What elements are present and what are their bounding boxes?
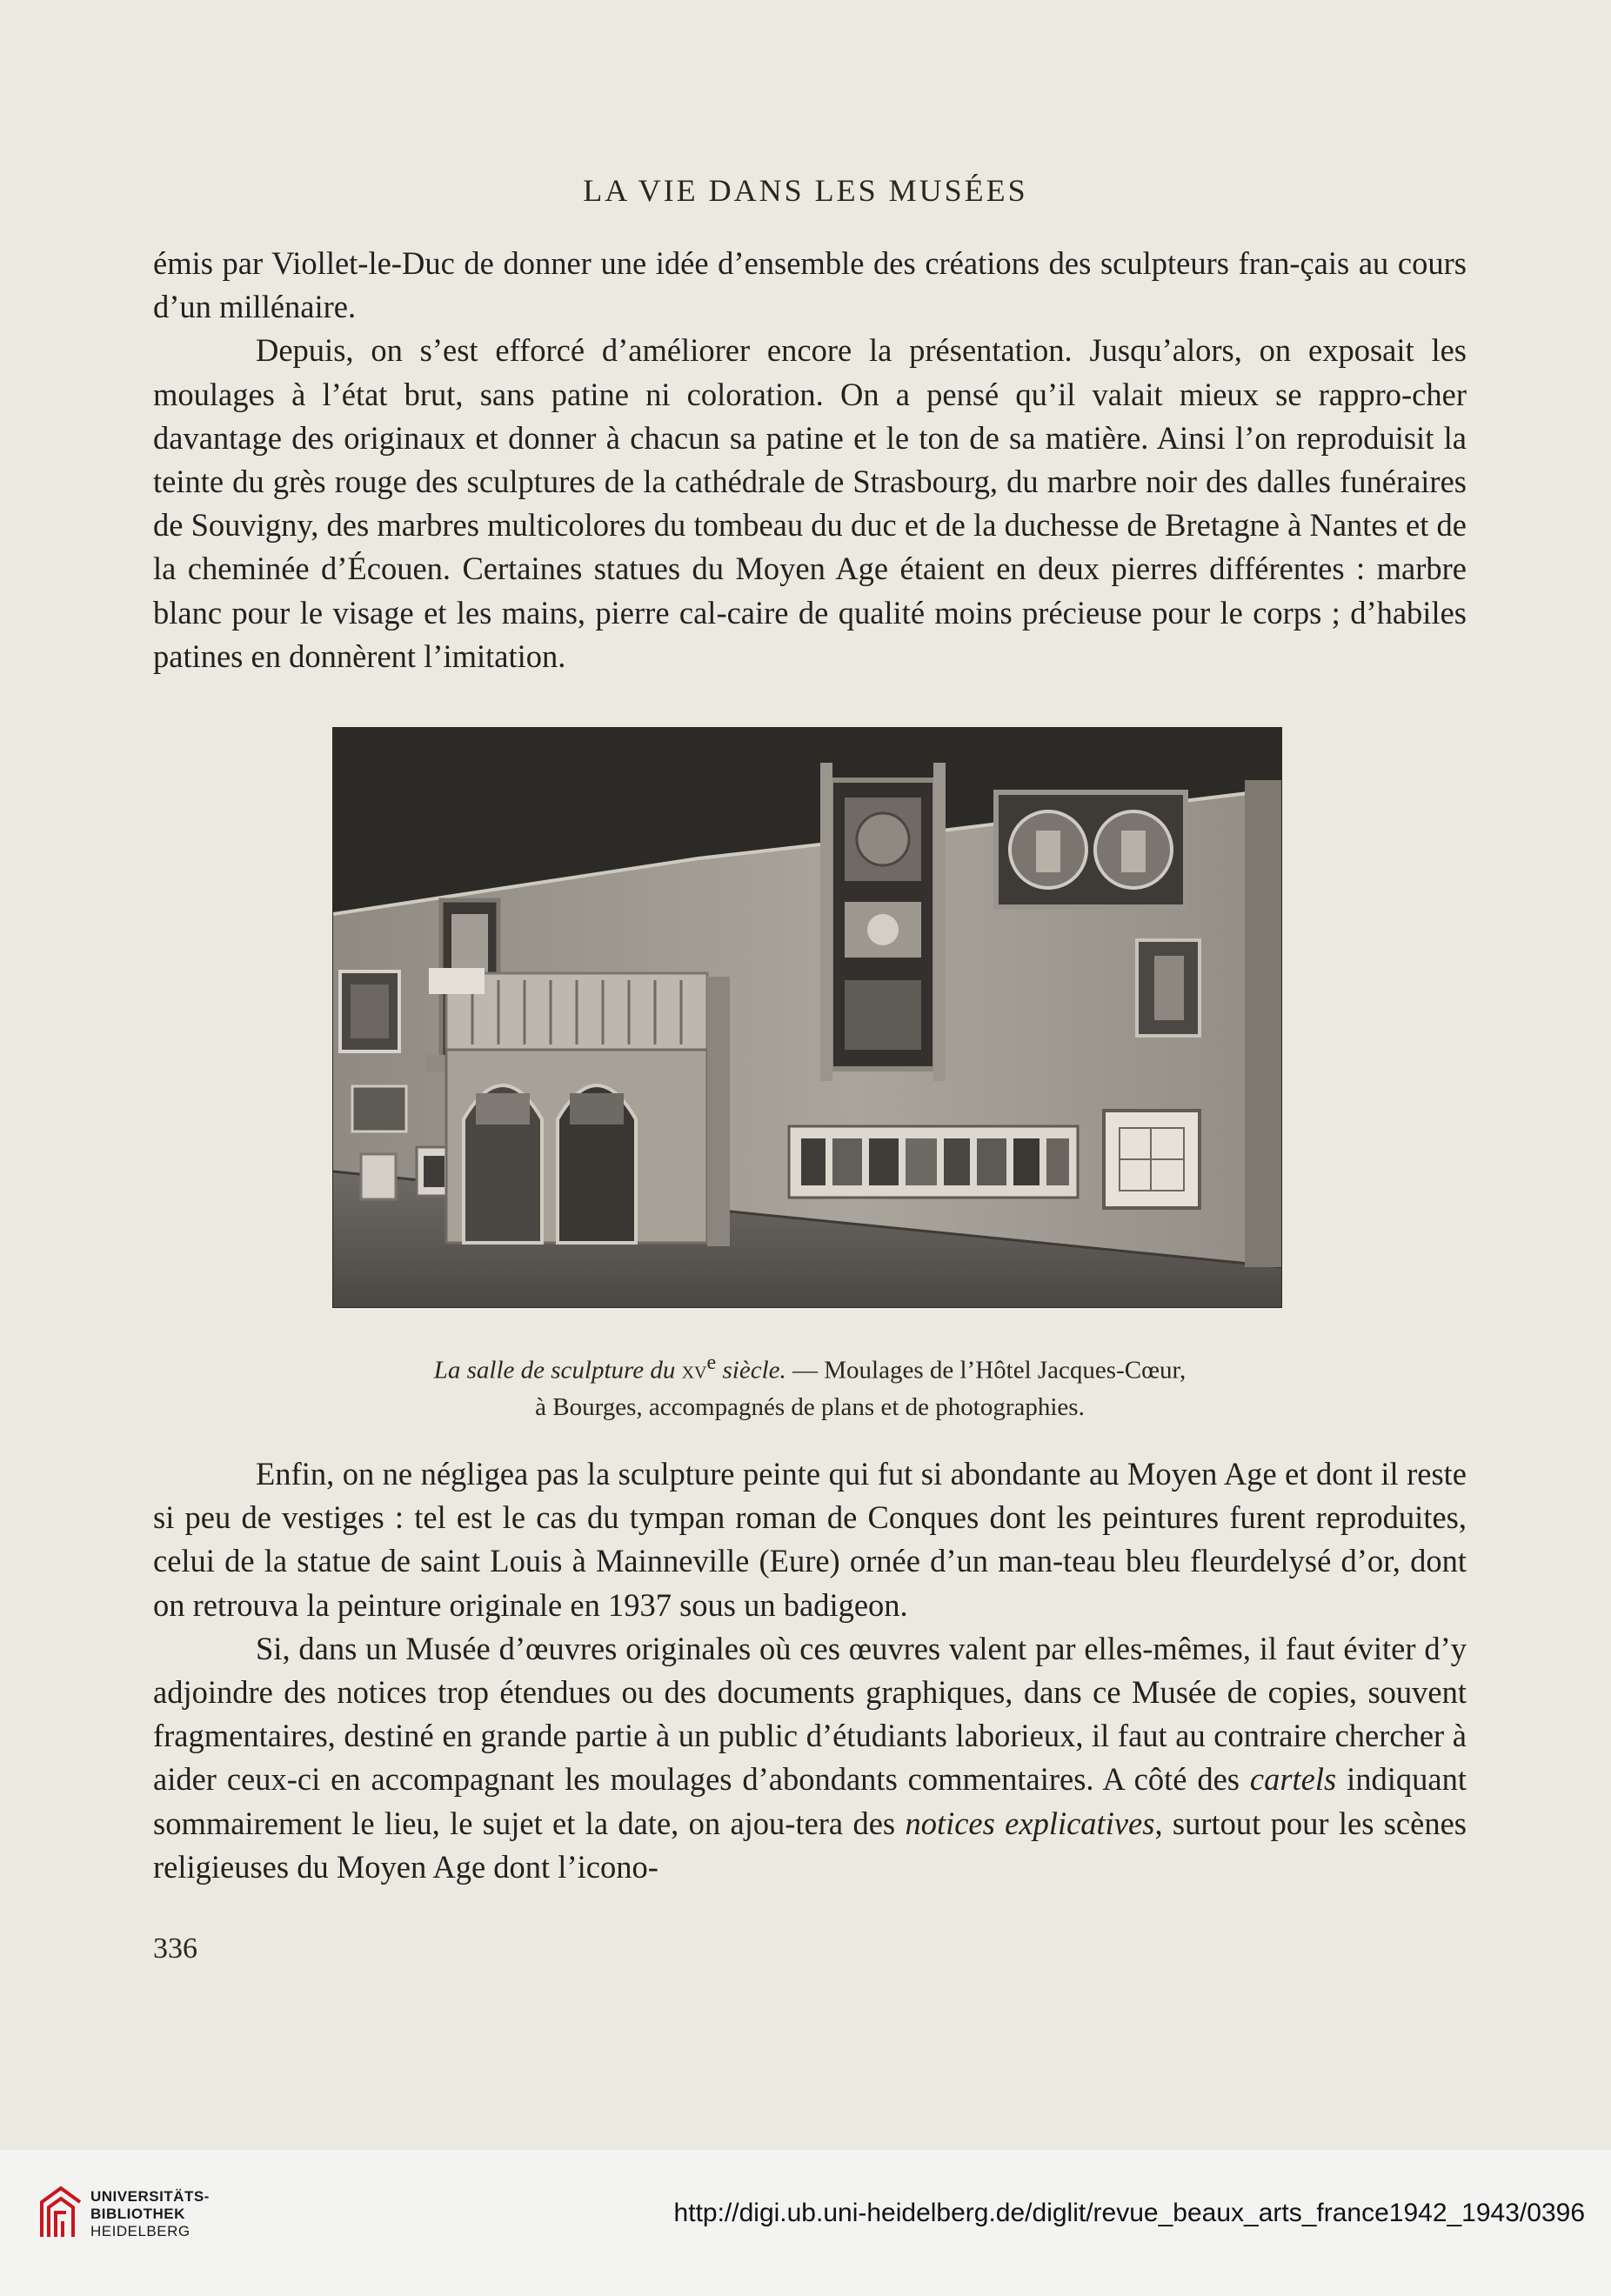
term-notices-explicatives: notices explicatives (905, 1805, 1155, 1841)
library-logo-icon (38, 2183, 84, 2240)
caption-italic-1: La salle de sculpture du (433, 1356, 676, 1385)
library-name (90, 2188, 210, 2240)
paragraph-notices-part-a: Si, dans un Musée d’œuvres originales où ces œuvres valent par elles-mêmes, il faut éviter d’y adjoindre des notices trop étendues ou des documents graphiques, dans ce Musée de copies, souvent fragmentaires, destiné en grande partie à un public d’étudiants laborieux, il faut au contraire chercher à aider ceux-ci en accompagnant les moulages d’abondants commentaires. A côté des (153, 1630, 1467, 1798)
museum-hall-photograph (332, 727, 1282, 1308)
paragraph-notices-part-b: indiquant sommairement le lieu, le sujet et la date, on ajou-tera des (153, 1761, 1467, 1841)
caption-century: xv (681, 1356, 707, 1385)
photograph-illustration (333, 728, 1282, 1308)
paragraph-continuation: émis par Viollet-le-Duc de donner une idée d’ensemble des créations des sculpteurs fran-çais au cours d’un millénaire. (153, 245, 1467, 325)
library-name-line-1: UNIVERSITÄTS- (90, 2188, 210, 2205)
digitization-footer (0, 2150, 1611, 2296)
body-text-top (153, 242, 1467, 678)
library-name-line-2: BIBLIOTHEK (90, 2206, 185, 2222)
caption-rest-line1: — Moulages de l’Hôtel Jacques-Cœur, (785, 1356, 1187, 1385)
figure-caption (153, 1345, 1467, 1425)
paragraph-notices-part-c: , surtout pour les scènes religieuses du Moyen Age dont l’icono- (153, 1805, 1467, 1885)
body-text-bottom (153, 1452, 1467, 1889)
caption-italic-2: siècle. (722, 1356, 786, 1385)
running-head: LA VIE DANS LES MUSÉES (583, 173, 1028, 208)
source-url-link[interactable]: http://digi.ub.uni-heidelberg.de/diglit/revue_beaux_arts_france1942_1943/0396 (673, 2199, 1585, 2227)
caption-line-1 (153, 1345, 1467, 1389)
library-name-line-3: HEIDELBERG (90, 2223, 191, 2239)
term-cartels: cartels (1249, 1761, 1337, 1798)
paragraph-presentation: Depuis, on s’est efforcé d’améliorer encore la présentation. Jusqu’alors, on exposait les moulages à l’état brut, sans patine ni coloration. On a pensé qu’il valait mieux se rappro-cher davantage des originaux et donner à chacun sa patine et le ton de sa matière. Ainsi l’on reproduisit la teinte du grès rouge des sculptures de la cathédrale de Strasbourg, du marbre noir des dalles funéraires de Souvigny, des marbres multicolores du tombeau du duc et de la duchesse de Bretagne à Nantes et de la cheminée d’Écouen. Certaines statues du Moyen Age étaient en deux pierres différentes : marbre blanc pour le visage et les mains, pierre cal-caire de qualité moins précieuse pour le corps ; d’habiles patines en donnèrent l’imitation. (153, 332, 1467, 674)
paragraph-painted-sculpture: Enfin, on ne négligea pas la sculpture peinte qui fut si abondante au Moyen Age et dont il reste si peu de vestiges : tel est le cas du tympan roman de Conques dont les peintures furent reproduites, celui de la statue de saint Louis à Mainneville (Eure) ornée d’un man-teau bleu fleurdelysé d’or, dont on retrouva la peinture originale en 1937 sous un badigeon. (153, 1456, 1467, 1623)
caption-century-sup: e (706, 1351, 717, 1374)
paragraph-notices (153, 1627, 1467, 1889)
page-number: 336 (153, 1932, 197, 1965)
caption-line-2: à Bourges, accompagnés de plans et de photographies. (535, 1392, 1085, 1421)
